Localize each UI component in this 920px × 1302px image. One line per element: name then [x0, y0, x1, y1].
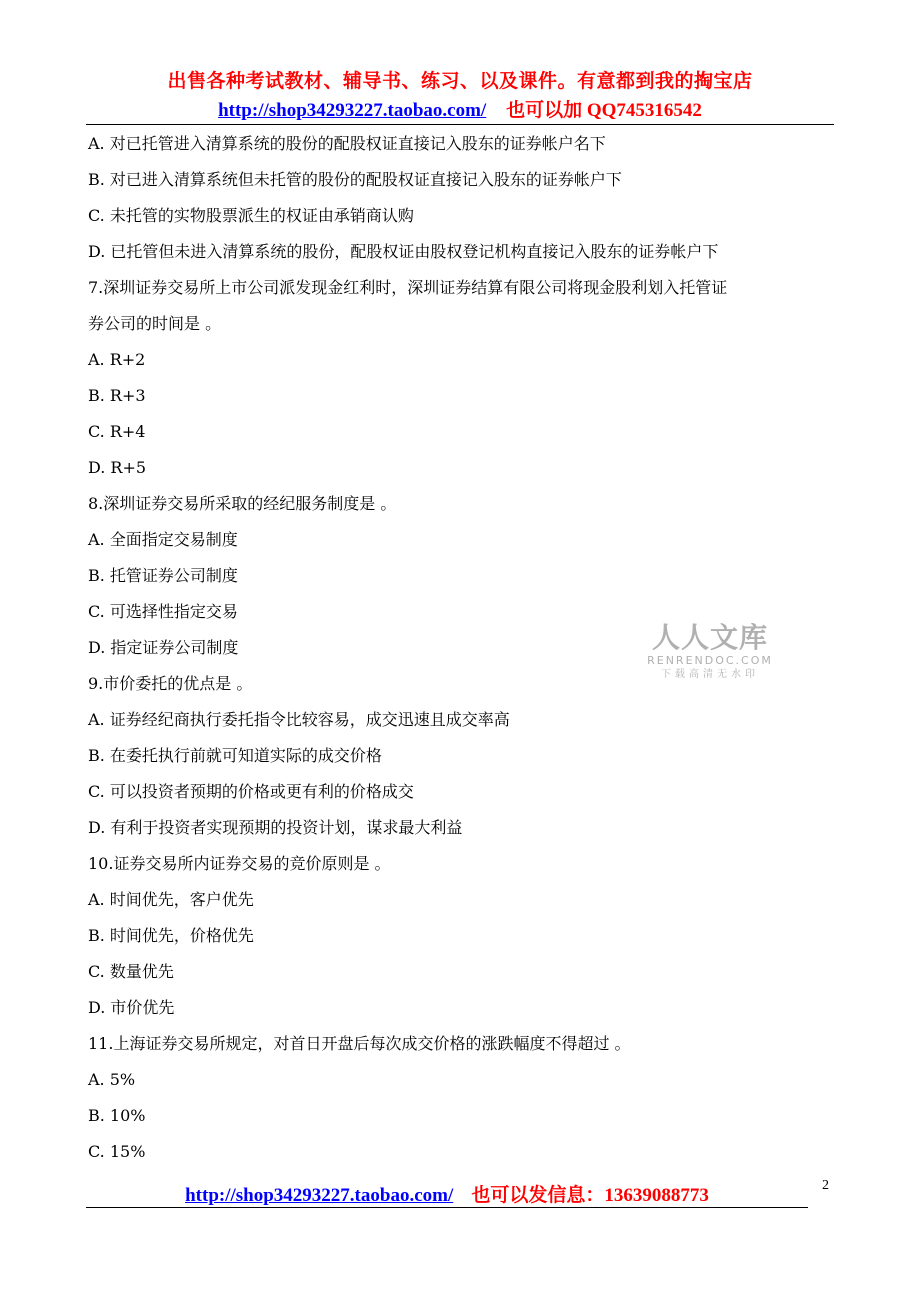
renrendoc-watermark — [640, 622, 780, 682]
option-a: A. 证券经纪商执行委托指令比较容易，成交迅速且成交率高 — [88, 710, 510, 729]
question-8-text: 8.深圳证券交易所采取的经纪服务制度是 。 — [88, 494, 397, 513]
option-c: C. 15% — [88, 1142, 146, 1161]
header-divider — [86, 124, 834, 125]
watermark-url: RENRENDOC.COM — [647, 654, 773, 667]
text-line: A. 对已托管进入清算系统的股份的配股权证直接记入股东的证券帐户名下 — [88, 134, 606, 153]
footer-contact-line — [86, 1180, 808, 1207]
footer-divider — [86, 1207, 808, 1208]
footer-message-text: 也可以发信息：13639088773 — [471, 1185, 709, 1206]
option-b: B. 托管证券公司制度 — [88, 566, 238, 585]
header-qq-text: 也可以加 QQ745316542 — [506, 100, 702, 121]
question-10-text: 10.证券交易所内证券交易的竞价原则是 。 — [88, 854, 391, 873]
option-c: C. R+4 — [88, 422, 146, 441]
option-d: D. 指定证券公司制度 — [88, 638, 239, 657]
option-b: B. R+3 — [88, 386, 146, 405]
header-shop-link[interactable]: http://shop34293227.taobao.com/ — [218, 100, 487, 121]
text-line: C. 未托管的实物股票派生的权证由承销商认购 — [88, 206, 414, 225]
option-b: B. 10% — [88, 1106, 146, 1125]
footer-shop-link[interactable]: http://shop34293227.taobao.com/ — [185, 1185, 454, 1206]
text-line: D. 已托管但未进入清算系统的股份，配股权证由股权登记机构直接记入股东的证券帐户下 — [88, 242, 719, 261]
text-line: B. 对已进入清算系统但未托管的股份的配股权证直接记入股东的证券帐户下 — [88, 170, 622, 189]
option-a: A. 5% — [88, 1070, 136, 1089]
header-ad-text: 出售各种考试教材、辅导书、练习、以及课件。有意都到我的掏宝店 — [167, 70, 753, 92]
option-d: D. 市价优先 — [88, 998, 175, 1017]
option-d: D. R+5 — [88, 458, 147, 477]
question-7-text-cont: 券公司的时间是 。 — [88, 314, 222, 333]
question-11-text: 11.上海证券交易所规定，对首日开盘后每次成交价格的涨跌幅度不得超过 。 — [88, 1034, 631, 1053]
option-a: A. 全面指定交易制度 — [88, 530, 238, 549]
watermark-tagline: 下载高清无水印 — [661, 669, 759, 680]
option-c: C. 可以投资者预期的价格或更有利的价格成交 — [88, 782, 414, 801]
option-a: A. 时间优先，客户优先 — [88, 890, 254, 909]
option-d: D. 有利于投资者实现预期的投资计划，谋求最大利益 — [88, 818, 463, 837]
header-contact-line — [0, 95, 920, 122]
option-b: B. 时间优先，价格优先 — [88, 926, 254, 945]
option-a: A. R+2 — [88, 350, 146, 369]
question-9-text: 9.市价委托的优点是 。 — [88, 674, 253, 693]
question-7-text: 7.深圳证券交易所上市公司派发现金红利时，深圳证券结算有限公司将现金股利划入托管证 — [88, 278, 728, 297]
option-c: C. 数量优先 — [88, 962, 174, 981]
page-number: 2 — [822, 1178, 829, 1193]
option-b: B. 在委托执行前就可知道实际的成交价格 — [88, 746, 382, 765]
option-c: C. 可选择性指定交易 — [88, 602, 238, 621]
watermark-title: 人人文库 — [651, 621, 768, 654]
